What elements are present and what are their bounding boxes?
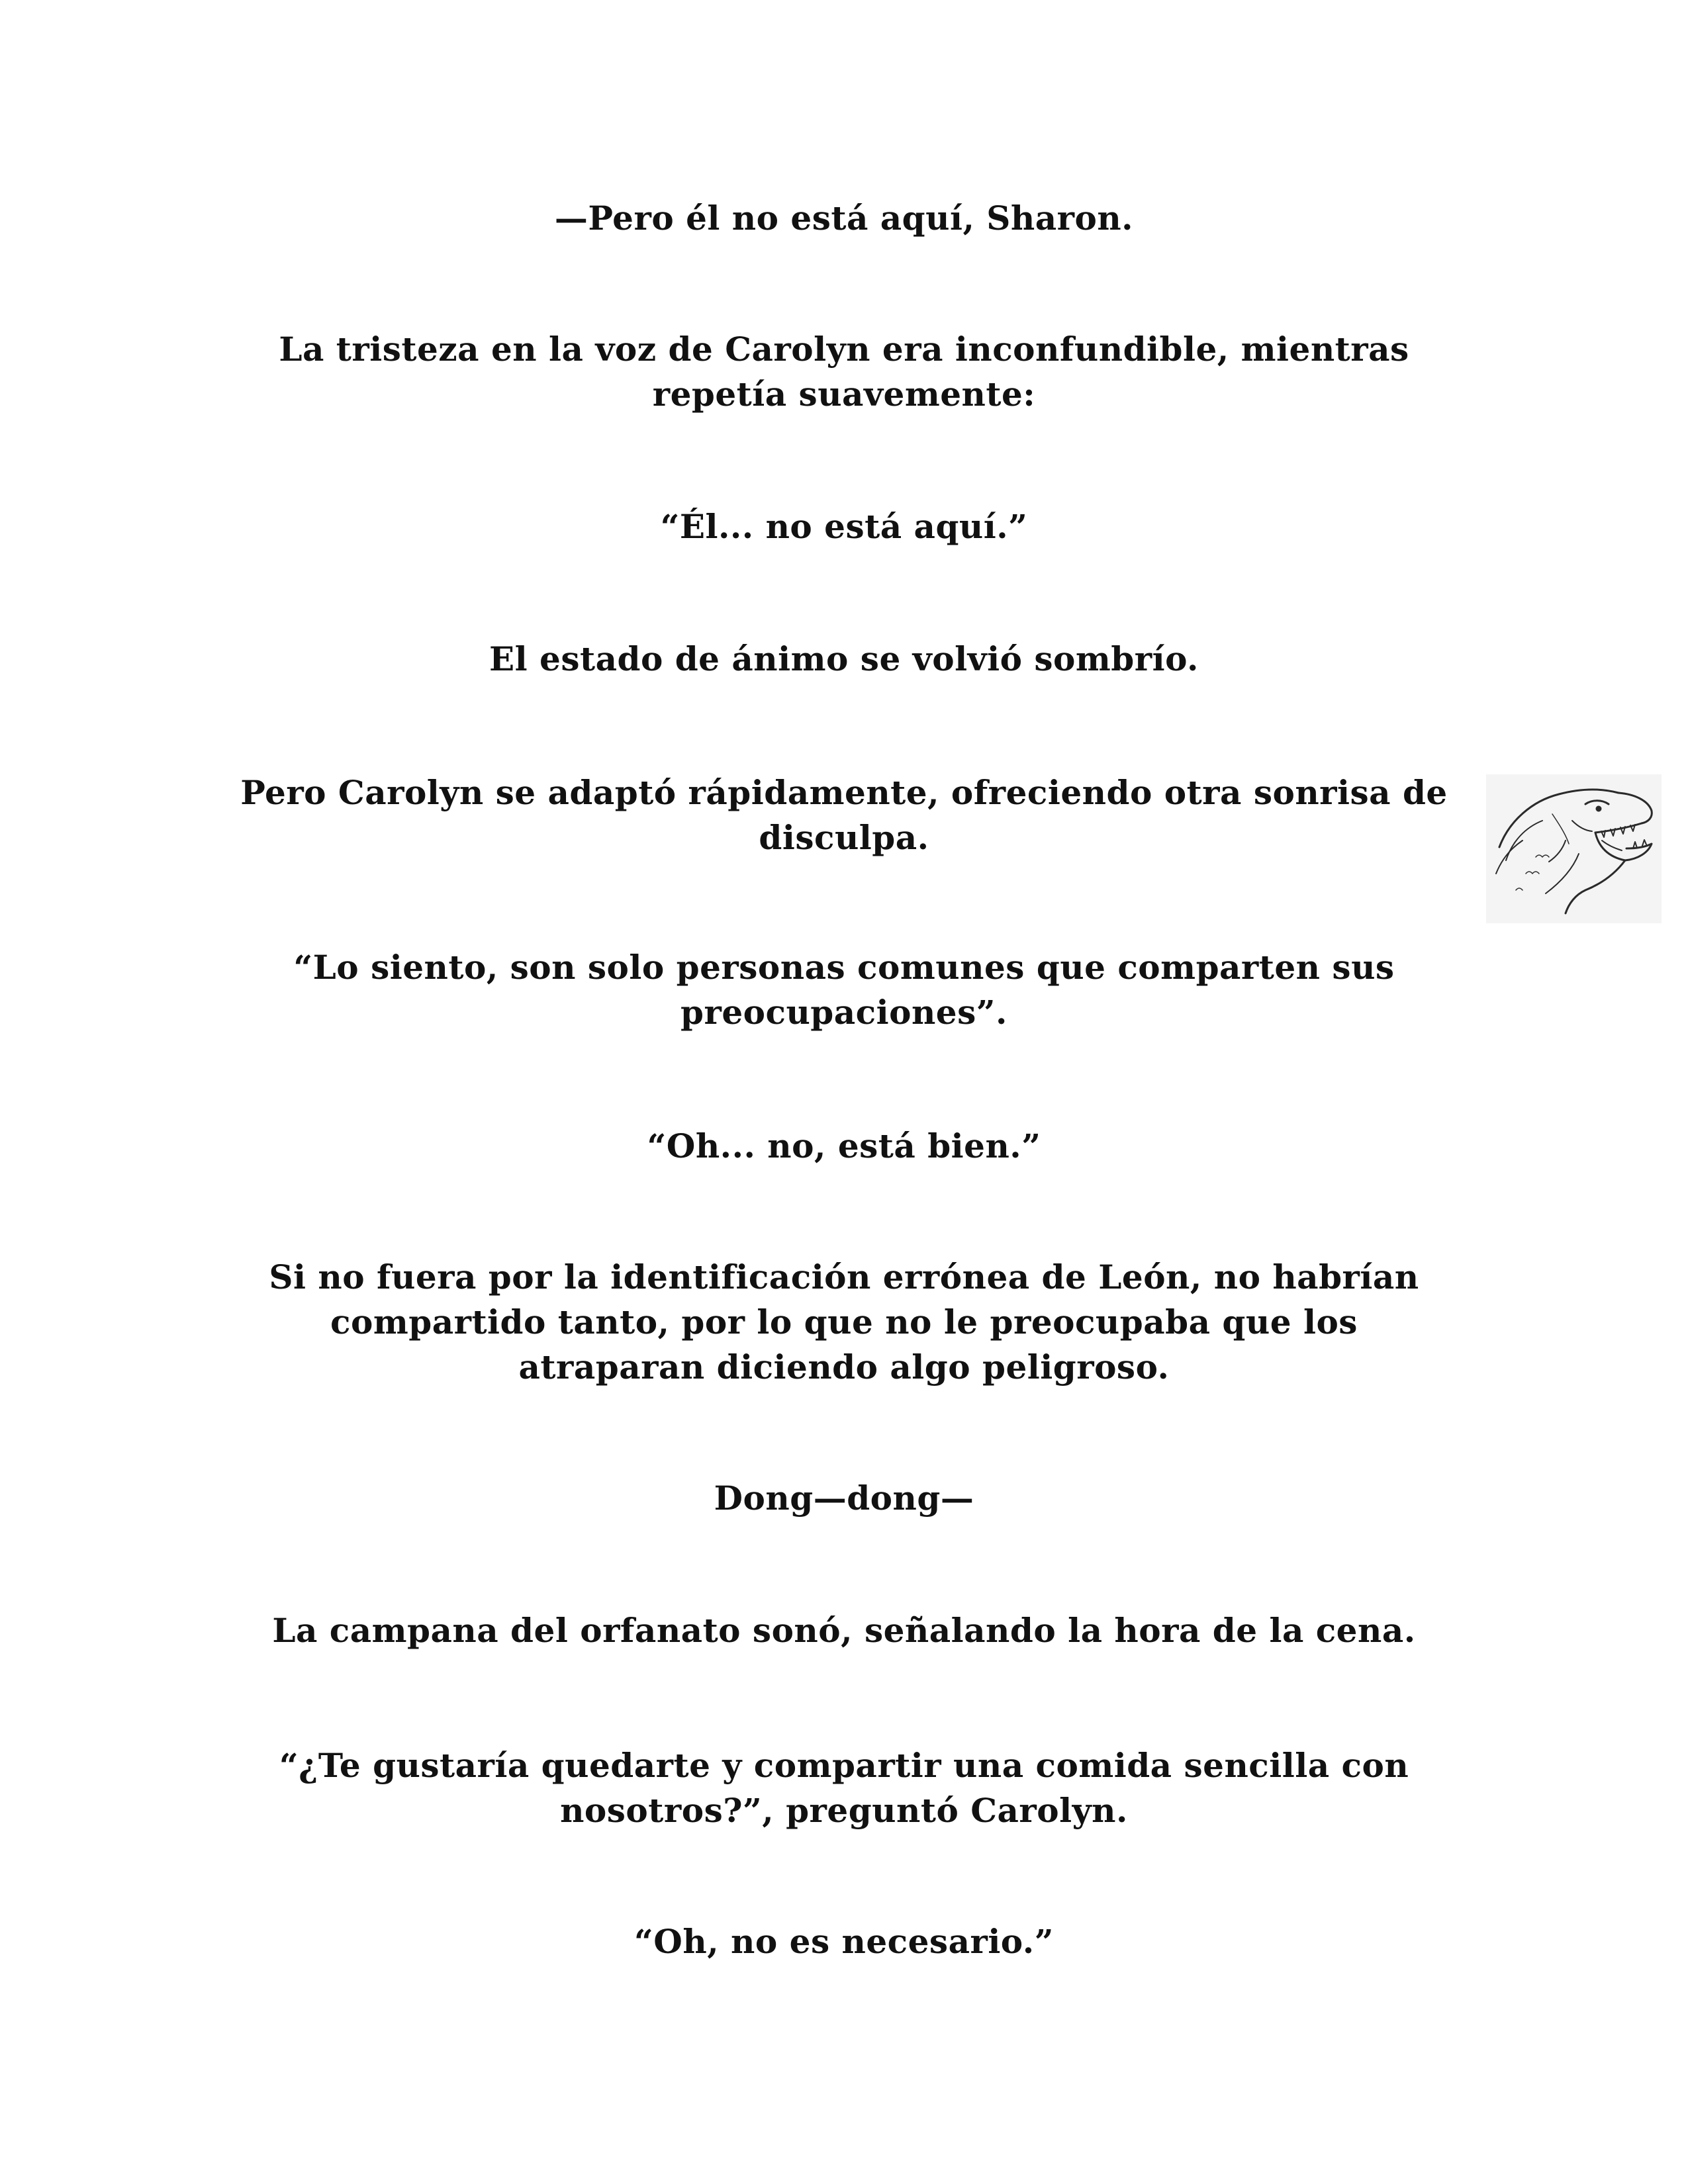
paragraph-12: “Oh, no es necesario.” [634, 1922, 1054, 1961]
paragraph-10: La campana del orfanato sonó, señalando la hora de la cena. [272, 1611, 1416, 1650]
paragraph-6: “Lo siento, son solo personas comunes que comparten sus preocupaciones”. [293, 948, 1395, 1032]
paragraph-7: “Oh... no, está bien.” [647, 1126, 1041, 1165]
paragraph-9: Dong—dong— [714, 1479, 974, 1518]
paragraph-4: El estado de ánimo se volvió sombrío. [489, 639, 1199, 678]
paragraph-8: Si no fuera por la identificación errónea de León, no habrían compartido tanto, por lo que no le preocupaba que los atraparan diciendo algo peligroso. [269, 1257, 1419, 1387]
paragraph-3: “Él... no está aquí.” [660, 507, 1028, 546]
paragraph-1: —Pero él no está aquí, Sharon. [554, 199, 1134, 238]
dinosaur-head-sketch-icon [1486, 774, 1662, 923]
paragraph-2: La tristeza en la voz de Carolyn era inconfundible, mientras repetía suavemente: [279, 330, 1409, 414]
paragraph-11: “¿Te gustaría quedarte y compartir una comida sencilla con nosotros?”, preguntó Carolyn. [279, 1746, 1409, 1830]
paragraph-5: Pero Carolyn se adaptó rápidamente, ofreciendo otra sonrisa de disculpa. [240, 773, 1448, 857]
